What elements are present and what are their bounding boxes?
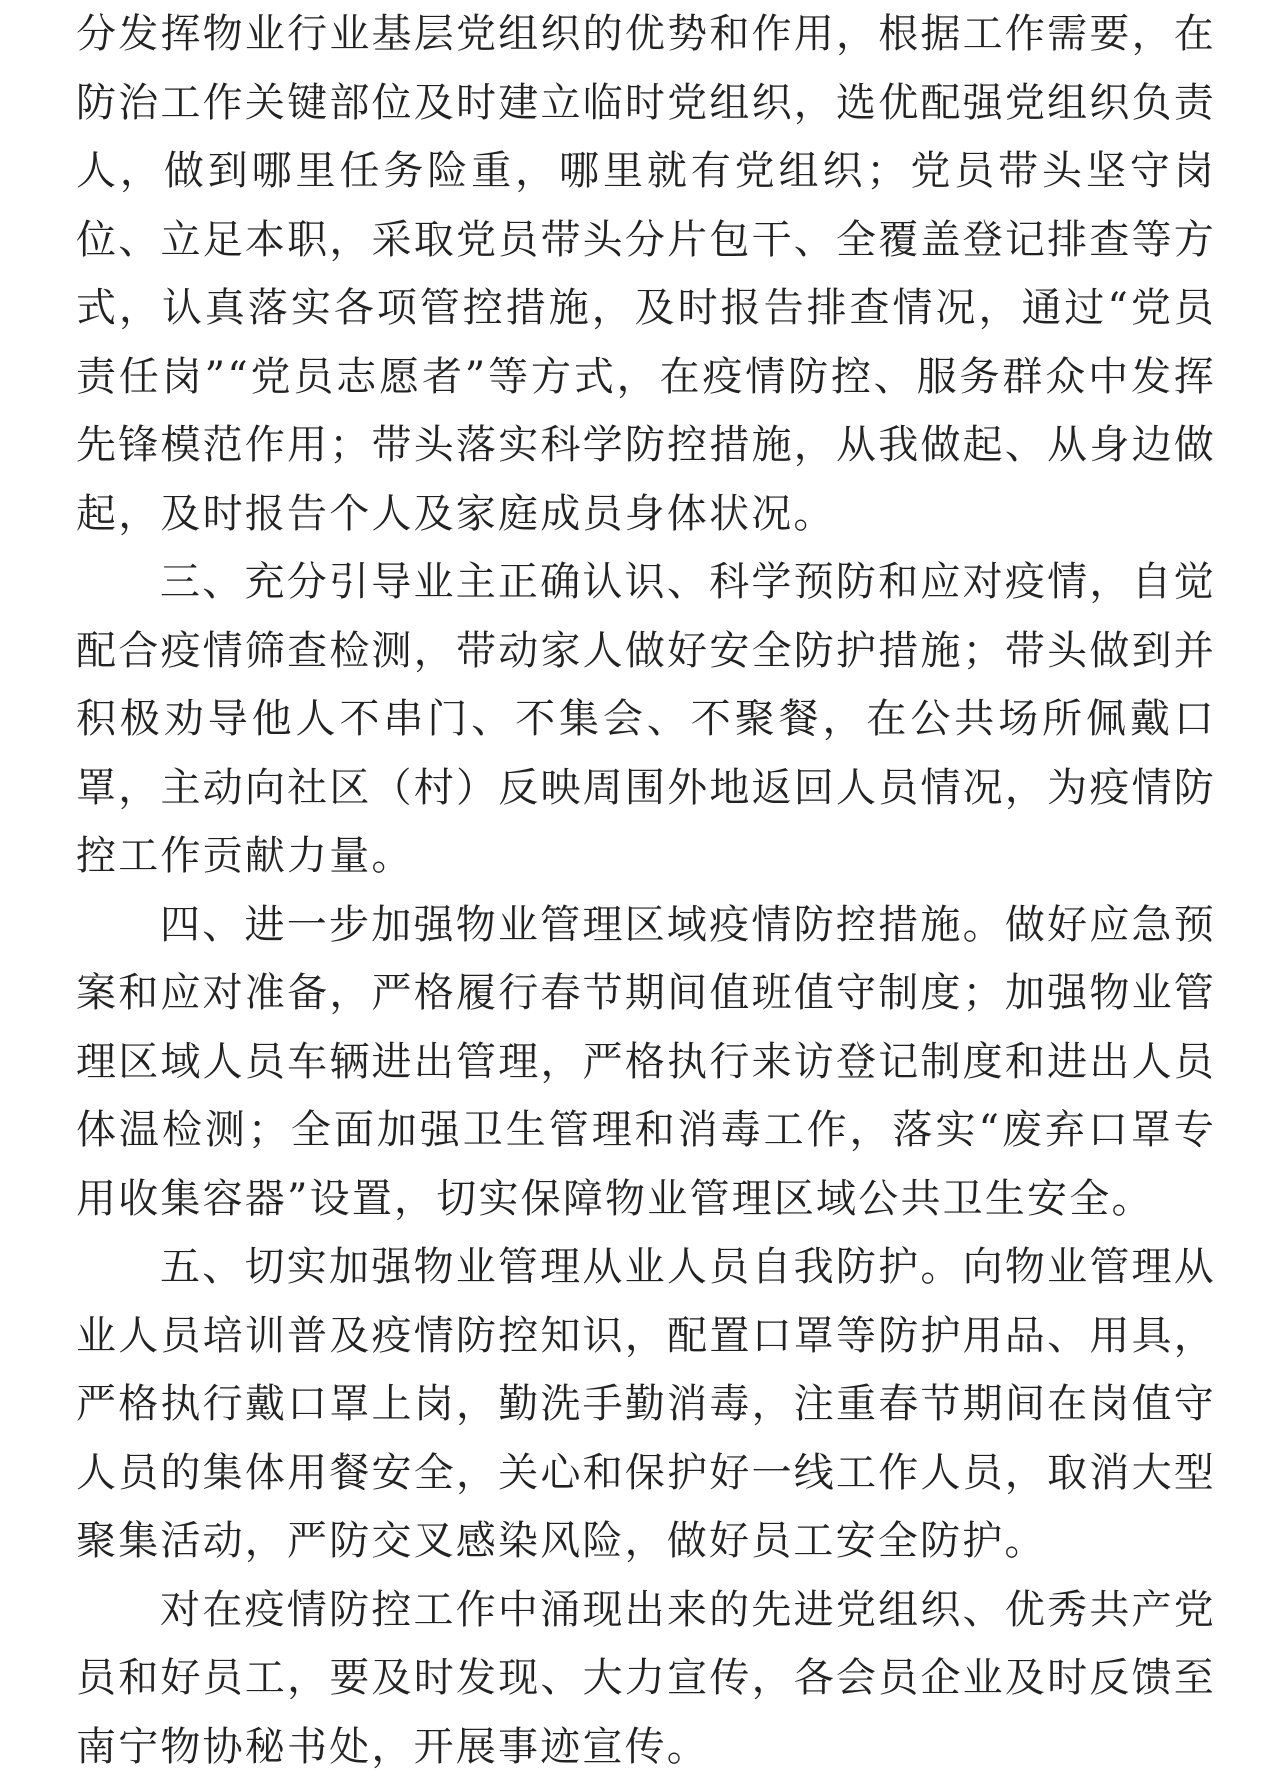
paragraph-three-guide-owners: 三、充分引导业主正确认识、科学预防和应对疫情，自觉配合疫情筛查检测，带动家人做好安全防护措施；带头做到并积极劝导他人不串门、不集会、不聚餐，在公共场所佩戴口罩，主动向社区（村）反映周围外地返回人员情况，为疫情防控工作贡献力量。 [76,548,1216,891]
paragraph-four-strengthen-measures: 四、进一步加强物业管理区域疫情防控措施。做好应急预案和应对准备，严格履行春节期间值班值守制度；加强物业管理区域人员车辆进出管理，严格执行来访登记制度和进出人员体温检测；全面加强卫生管理和消毒工作，落实“废弃口罩专用收集容器”设置，切实保障物业管理区域公共卫生安全。 [76,891,1216,1234]
paragraph-closing-commendation: 对在疫情防控工作中涌现出来的先进党组织、优秀共产党员和好员工，要及时发现、大力宣传，各会员企业及时反馈至南宁物协秘书处，开展事迹宣传。 [76,1576,1216,1781]
paragraph-continued-party-organization: 分发挥物业行业基层党组织的优势和作用，根据工作需要，在防治工作关键部位及时建立临时党组织，选优配强党组织负责人，做到哪里任务险重，哪里就有党组织；党员带头坚守岗位、立足本职，采取党员带头分片包干、全覆盖登记排查等方式，认真落实各项管控措施，及时报告排查情况，通过“党员责任岗”“党员志愿者”等方式，在疫情防控、服务群众中发挥先锋模范作用；带头落实科学防控措施，从我做起、从身边做起，及时报告个人及家庭成员身体状况。 [76,0,1216,548]
paragraph-five-staff-protection: 五、切实加强物业管理从业人员自我防护。向物业管理从业人员培训普及疫情防控知识，配置口罩等防护用品、用具，严格执行戴口罩上岗，勤洗手勤消毒，注重春节期间在岗值守人员的集体用餐安全，关心和保护好一线工作人员，取消大型聚集活动，严防交叉感染风险，做好员工安全防护。 [76,1233,1216,1576]
document-body [76,0,1216,1781]
